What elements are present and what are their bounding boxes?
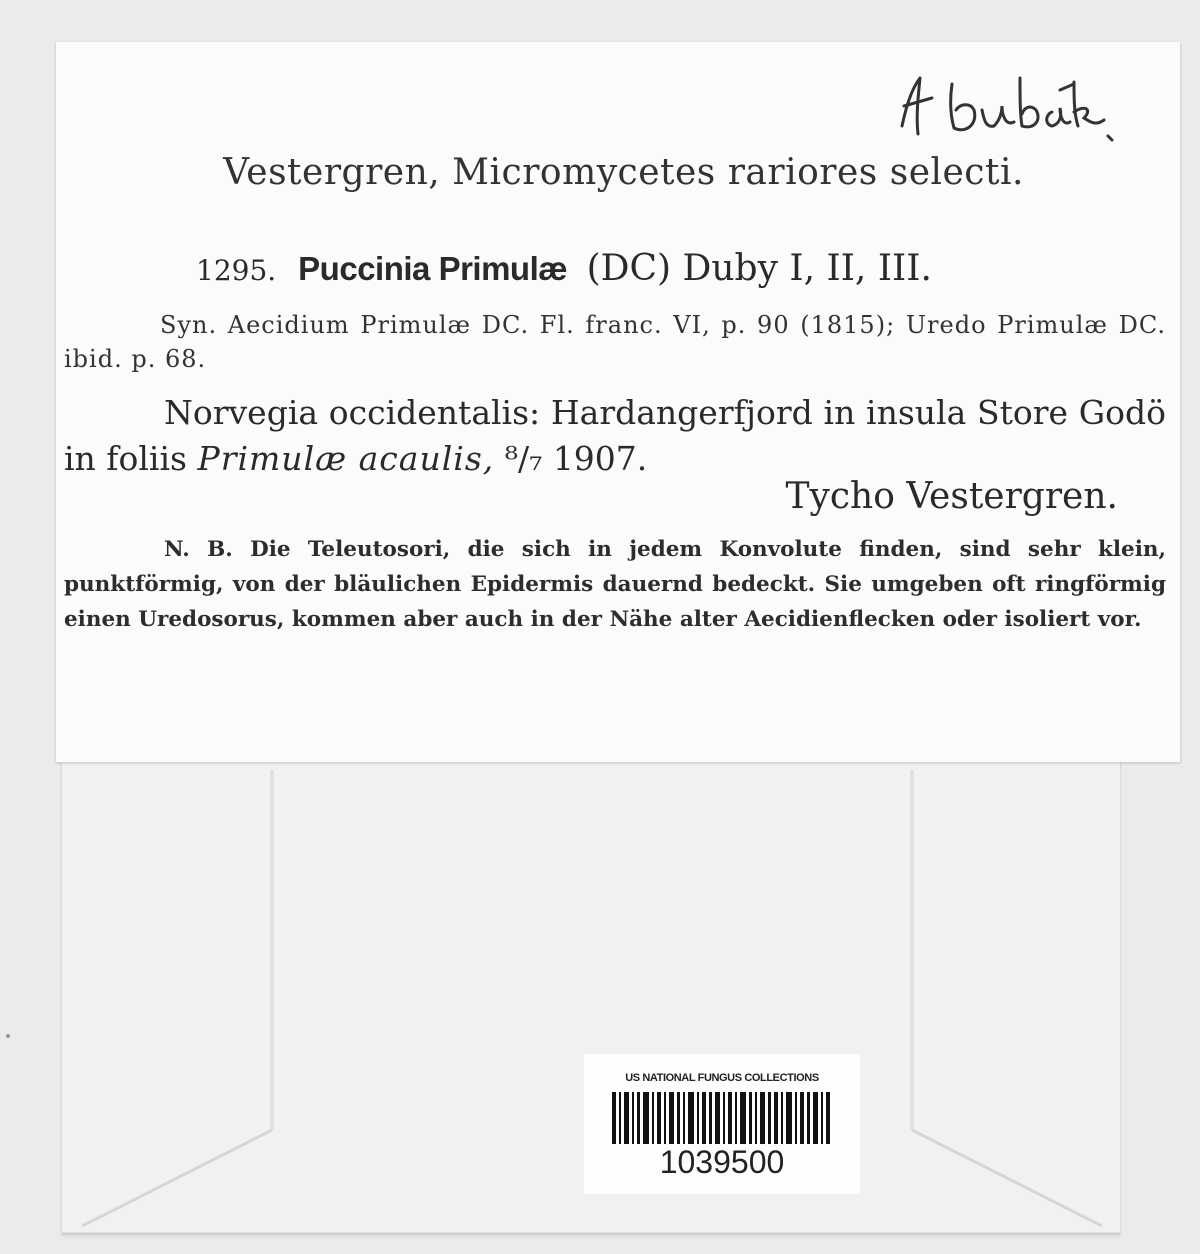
species-heading — [196, 248, 932, 289]
collection-date: ⁸/₇ 1907. — [504, 439, 648, 478]
species-name: Puccinia Primulæ — [298, 250, 568, 287]
signature-graphic — [874, 58, 1124, 158]
species-authority: (DC) Duby I, II, III. — [586, 248, 932, 289]
locality-text — [64, 390, 1166, 482]
locality-description: Norvegia occidentalis: Hardangerfjord in insula Store Godö in foliis — [64, 393, 1166, 478]
handwritten-signature — [874, 58, 1124, 158]
collection-name: US NATIONAL FUNGUS COLLECTIONS — [625, 1072, 819, 1084]
collector-name: Tycho Vestergren. — [785, 476, 1118, 517]
barcode-icon — [612, 1092, 832, 1144]
specimen-number: 1295. — [196, 254, 277, 287]
note-text: N. B. Die Teleutosori, die sich in jedem Konvolute finden, sind sehr klein, punktförmig, von der bläulichen Epidermis dauernd bedeckt. Sie umgeben oft ringförmig einen Uredosorus, kommen aber auch in der Nähe alter Aecidienflecken oder isoliert vor. — [64, 537, 1166, 632]
host-name: Primulæ acaulis, — [197, 439, 495, 478]
catalog-number: 1039500 — [659, 1144, 785, 1180]
barcode-label — [584, 1054, 860, 1194]
dust-speck — [6, 1034, 10, 1038]
specimen-label — [56, 42, 1180, 762]
synonymy-text: Syn. Aecidium Primulæ DC. Fl. franc. VI, p. 90 (1815); Uredo Primulæ DC. ibid. p. 68. — [64, 311, 1166, 373]
exsiccata-title: Vestergren, Micromycetes rariores selecti. — [223, 152, 1024, 193]
